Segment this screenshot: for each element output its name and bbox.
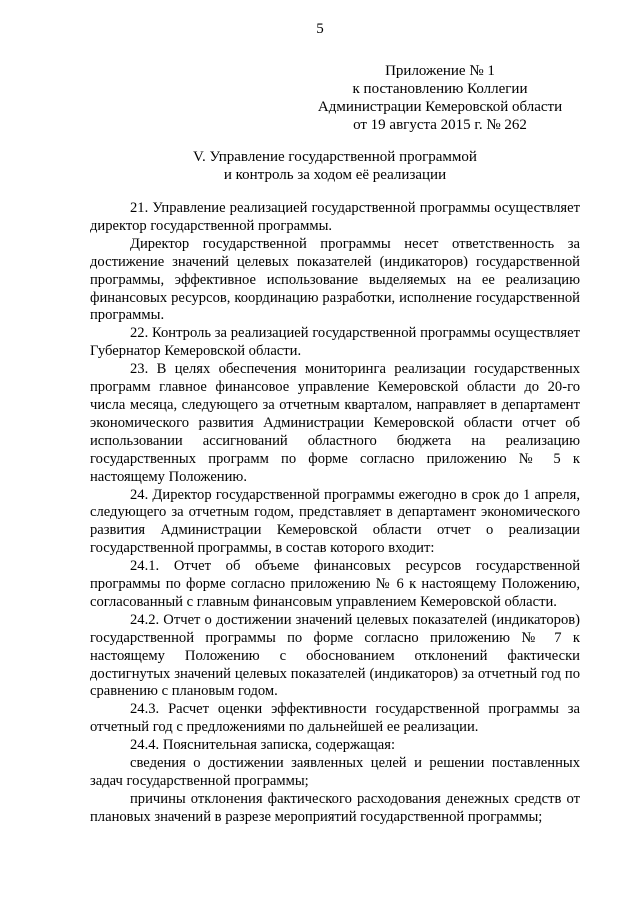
paragraph-21: 21. Управление реализацией государственной программы осуществляет директор государственной программы. <box>90 200 580 234</box>
body-text <box>90 200 580 827</box>
paragraph-24-2: 24.2. Отчет о достижении значений целевых показателей (индикаторов) государственной программы по форме согласно приложению № 7 к настоящему Положению с обоснованием отклонений фактически достигнутых значений целевых показателей (индикаторов) за отчетный год по сравнению с плановым годом. <box>90 611 580 700</box>
appendix-line-3: Администрации Кемеровской области <box>317 99 563 115</box>
paragraph-deviation-reasons: причины отклонения фактического расходования денежных средств от плановых значений в разрезе мероприятий государственной программы; <box>90 790 580 825</box>
paragraph-director-responsibility: Директор государственной программы несет ответственность за достижение значений целевых показателей (индикаторов) государственной программы, эффективное использование выделяемых на ее реализацию финансовых ресурсов, координацию разработки, исполнение государственной программы. <box>90 235 580 324</box>
paragraph-24-3: 24.3. Расчет оценки эффективности государственной программы за отчетный год с предложениями по дальнейшей ее реализации. <box>90 701 580 736</box>
appendix-line-4: от 19 августа 2015 г. № 262 <box>353 117 527 133</box>
paragraph-goals-info: сведения о достижении заявленных целей и решении поставленных задач государственной программы; <box>90 755 580 789</box>
paragraph-22: 22. Контроль за реализацией государственной программы осуществляет Губернатор Кемеровской области. <box>90 325 580 360</box>
section-title-line-1: V. Управление государственной программой <box>193 149 477 165</box>
appendix-line-2: к постановлению Коллегии <box>352 81 528 97</box>
section-title-line-2: и контроль за ходом её реализации <box>223 167 447 183</box>
appendix-header <box>310 62 570 134</box>
paragraph-24: 24. Директор государственной программы ежегодно в срок до 1 апреля, следующего за отчетным годом, представляет в департамент экономического развития Администрации Кемеровской области отчет о реализации государственной программы, в состав которого входит: <box>90 486 580 557</box>
page-number: 5 <box>316 21 324 37</box>
paragraph-24-1: 24.1. Отчет об объеме финансовых ресурсов государственной программы по форме согласно приложению № 6 к настоящему Положению, согласованный с главным финансовым управлением Кемеровской области. <box>90 558 580 610</box>
section-title <box>90 148 580 184</box>
paragraph-23: 23. В целях обеспечения мониторинга реализации государственных программ главное финансовое управление Кемеровской области до 20-го числа месяца, следующего за отчетным кварталом, направляет в департамент экономического развития Администрации Кемеровской области отчет об использовании ассигнований областного бюджета на реализацию государственных программ по форме согласно приложению № 5 к настоящему Положению. <box>90 361 580 485</box>
appendix-line-1: Приложение № 1 <box>385 63 495 79</box>
paragraph-24-4: 24.4. Пояснительная записка, содержащая: <box>130 737 396 754</box>
